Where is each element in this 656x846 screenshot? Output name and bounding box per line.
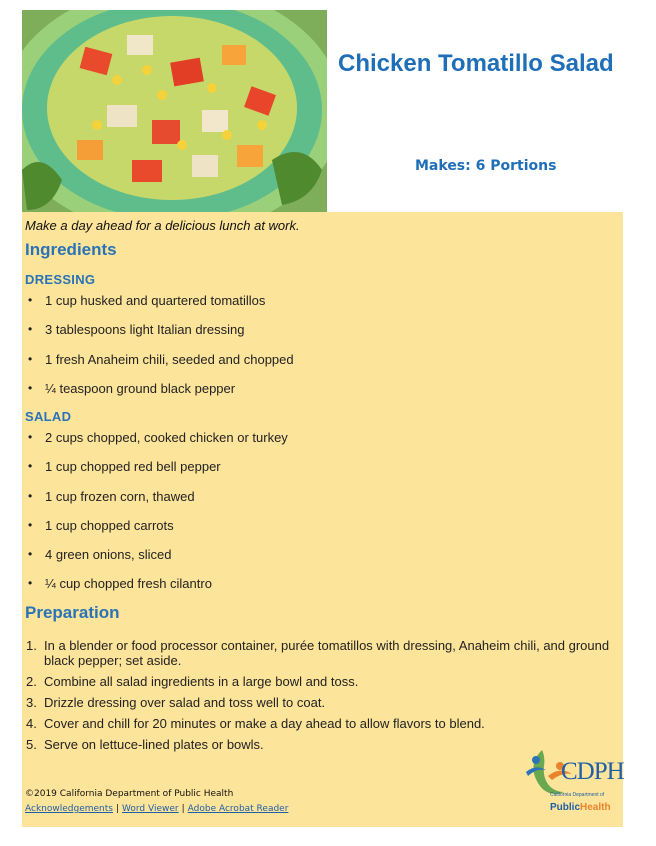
preparation-heading: Preparation (25, 603, 120, 622)
step-item: 4. Cover and chill for 20 minutes or make a day ahead to allow flavors to blend. (26, 716, 485, 731)
acrobat-reader-link[interactable]: Adobe Acrobat Reader (187, 804, 289, 814)
copyright-text: ©2019 California Department of Public Health (25, 789, 234, 799)
link-separator: | (115, 804, 120, 814)
portions-label: Makes: 6 Portions (415, 158, 557, 174)
logo-acronym: CDPH (561, 758, 624, 785)
salad-photo (22, 10, 327, 212)
dressing-heading: DRESSING (25, 272, 96, 287)
step-item: 1. In a blender or food processor container, purée tomatillos with dressing, Anaheim chili, and ground black pepper; set aside. (26, 638, 610, 668)
recipe-panel: Make a day ahead for a delicious lunch at work. Ingredients DRESSING • 1 cup husked and quartered tomatillos • 3 tablespoons light Italian dressing • 1 fresh Anaheim chili, seeded and chopped • ¼ teaspoon ground black pepper SALAD • 2 cups chopped, cooked chicken or turkey • 1 cup chopped red bell pepper • 1 cup frozen corn, thawed • 1 cup chopped carrots • 4 green onions, sliced • ¼ cup chopped fresh cilantro Preparation 1. In a blender or food processor container, purée tomatillos with dressing, Anaheim chili, and ground black pepper; set aside. 2. Combine all salad ingredients in a large bowl and toss. 3. Drizzle dressing over salad and toss well to coat. 4. Cover and chill for 20 minutes or make a day ahead to allow flavors to blend. 5. Serve on lettuce-lined plates or bowls. ©2019 California Department of Public Health Acknowledgements | Word Viewer | Adobe Acrobat Reader CDPH California Department of PublicHealth (22, 212, 623, 827)
recipe-title: Chicken Tomatillo Salad (338, 50, 614, 77)
salad-heading: SALAD (25, 409, 72, 424)
ingredients-heading: Ingredients (25, 240, 117, 259)
step-item: 2. Combine all salad ingredients in a large bowl and toss. (26, 674, 359, 689)
intro-text: Make a day ahead for a delicious lunch at work. (25, 218, 300, 233)
preparation-steps (22, 638, 612, 758)
step-item: 5. Serve on lettuce-lined plates or bowls. (26, 737, 264, 752)
link-separator: | (181, 804, 185, 814)
step-item: 3. Drizzle dressing over salad and toss well to coat. (26, 695, 326, 710)
logo-subtitle: California Department of (550, 792, 605, 798)
word-viewer-link[interactable]: Word Viewer (122, 804, 179, 814)
footer-links (25, 804, 288, 814)
logo-name: PublicHealth (550, 802, 611, 813)
cdph-logo (522, 742, 622, 824)
acknowledgements-link[interactable]: Acknowledgements (25, 804, 113, 814)
